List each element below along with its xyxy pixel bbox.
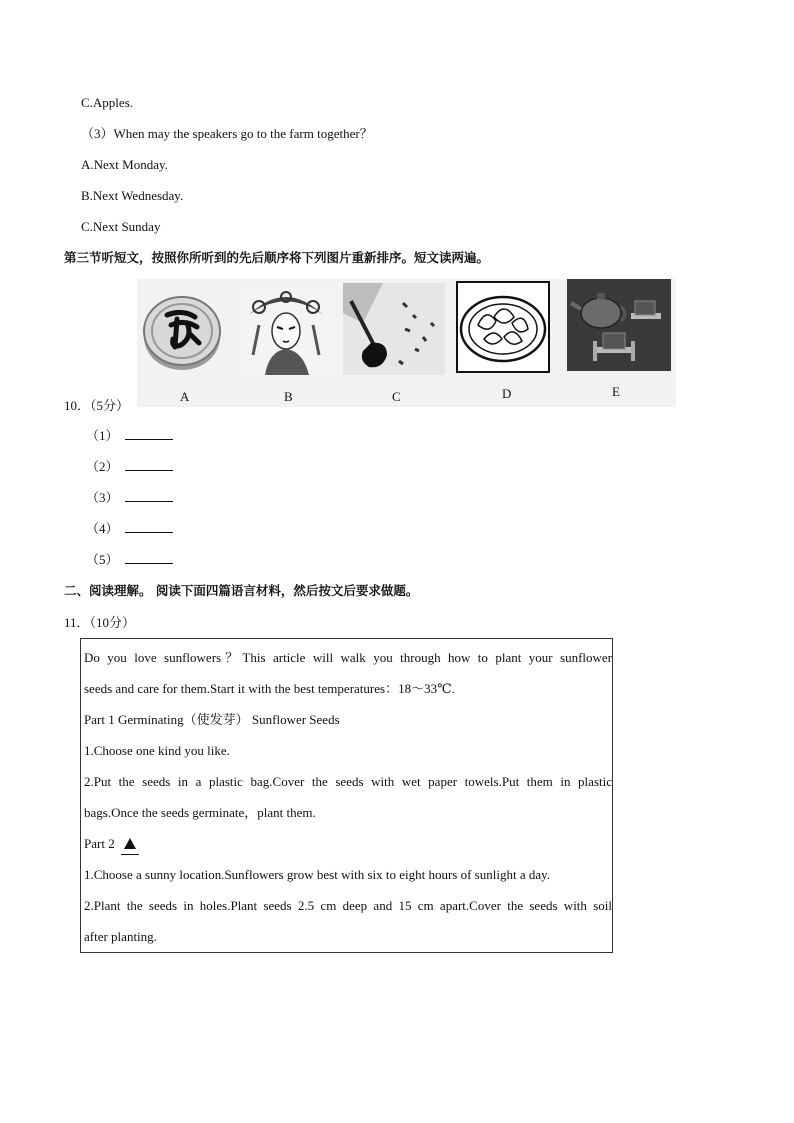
triangle-icon bbox=[124, 838, 136, 849]
passage-line: 2.Plant the seeds in holes.Plant seeds 2.5 cm deep and 15 cm apart.Cover the seeds with soil bbox=[84, 898, 612, 913]
answer-blank-5[interactable] bbox=[86, 551, 173, 569]
question-3: （3）When may the speakers go to the farm together？ bbox=[81, 126, 373, 141]
picture-label-b: B bbox=[284, 389, 293, 404]
dumplings-plate-icon bbox=[456, 281, 550, 373]
picture-label-c: C bbox=[392, 389, 401, 404]
passage-line: 1.Choose a sunny location.Sunflowers grow best with six to eight hours of sunlight a day. bbox=[84, 867, 551, 882]
option-c: C.Next Sunday bbox=[81, 219, 161, 234]
missing-title-blank[interactable] bbox=[121, 835, 139, 855]
blank-label: （1） bbox=[86, 428, 119, 443]
passage-line: after planting. bbox=[84, 929, 157, 944]
passage-line: 2.Put the seeds in a plastic bag.Cover the seeds with wet paper towels.Put them in plastic bbox=[84, 774, 612, 789]
part2-heading: 二、阅读理解。 阅读下面四篇语言材料，然后按文后要求做题。 bbox=[64, 583, 419, 598]
passage-line: 1.Choose one kind you like. bbox=[84, 743, 230, 758]
option-a: A.Next Monday. bbox=[81, 157, 168, 172]
blank-label: （5） bbox=[86, 552, 119, 567]
blank-line[interactable] bbox=[125, 520, 173, 533]
passage-part2-heading bbox=[84, 835, 139, 855]
blank-line[interactable] bbox=[125, 427, 173, 440]
blank-label: （4） bbox=[86, 521, 119, 536]
picture-label-d: D bbox=[502, 386, 512, 401]
blank-label: （2） bbox=[86, 459, 119, 474]
section3-instruction: 第三节听短文，按照你所听到的先后顺序将下列图片重新排序。短文读两遍。 bbox=[64, 250, 490, 265]
option-c-apples: C.Apples. bbox=[81, 95, 133, 110]
answer-blank-3[interactable] bbox=[86, 489, 173, 507]
picture-label-e: E bbox=[612, 384, 620, 399]
question-10-number: 10．（5分） bbox=[64, 398, 130, 413]
blank-line[interactable] bbox=[125, 489, 173, 502]
reading-passage-box bbox=[80, 638, 613, 953]
blank-line[interactable] bbox=[125, 551, 173, 564]
answer-blank-2[interactable] bbox=[86, 458, 173, 476]
answer-blank-4[interactable] bbox=[86, 520, 173, 538]
part2-label: Part 2 bbox=[84, 836, 115, 851]
calligraphy-brush-icon bbox=[343, 283, 445, 375]
question-11-number: 11．（10分） bbox=[64, 615, 136, 630]
picture-strip bbox=[137, 279, 676, 407]
blank-label: （3） bbox=[86, 490, 119, 505]
answer-blank-1[interactable] bbox=[86, 427, 173, 445]
chinese-chess-piece-icon bbox=[141, 289, 223, 373]
blank-line[interactable] bbox=[125, 458, 173, 471]
passage-line: seeds and care for them.Start it with the best temperatures：18～33℃. bbox=[84, 681, 455, 696]
passage-line: Do you love sunflowers？This article will walk you through how to plant your sunflower bbox=[84, 650, 612, 665]
passage-part1-heading: Part 1 Germinating（使发芽） Sunflower Seeds bbox=[84, 712, 340, 727]
peking-opera-face-icon bbox=[239, 285, 333, 377]
teapot-cups-icon bbox=[567, 279, 671, 371]
passage-line: bags.Once the seeds germinate，plant them. bbox=[84, 805, 316, 820]
option-b: B.Next Wednesday. bbox=[81, 188, 184, 203]
picture-label-a: A bbox=[180, 389, 190, 404]
